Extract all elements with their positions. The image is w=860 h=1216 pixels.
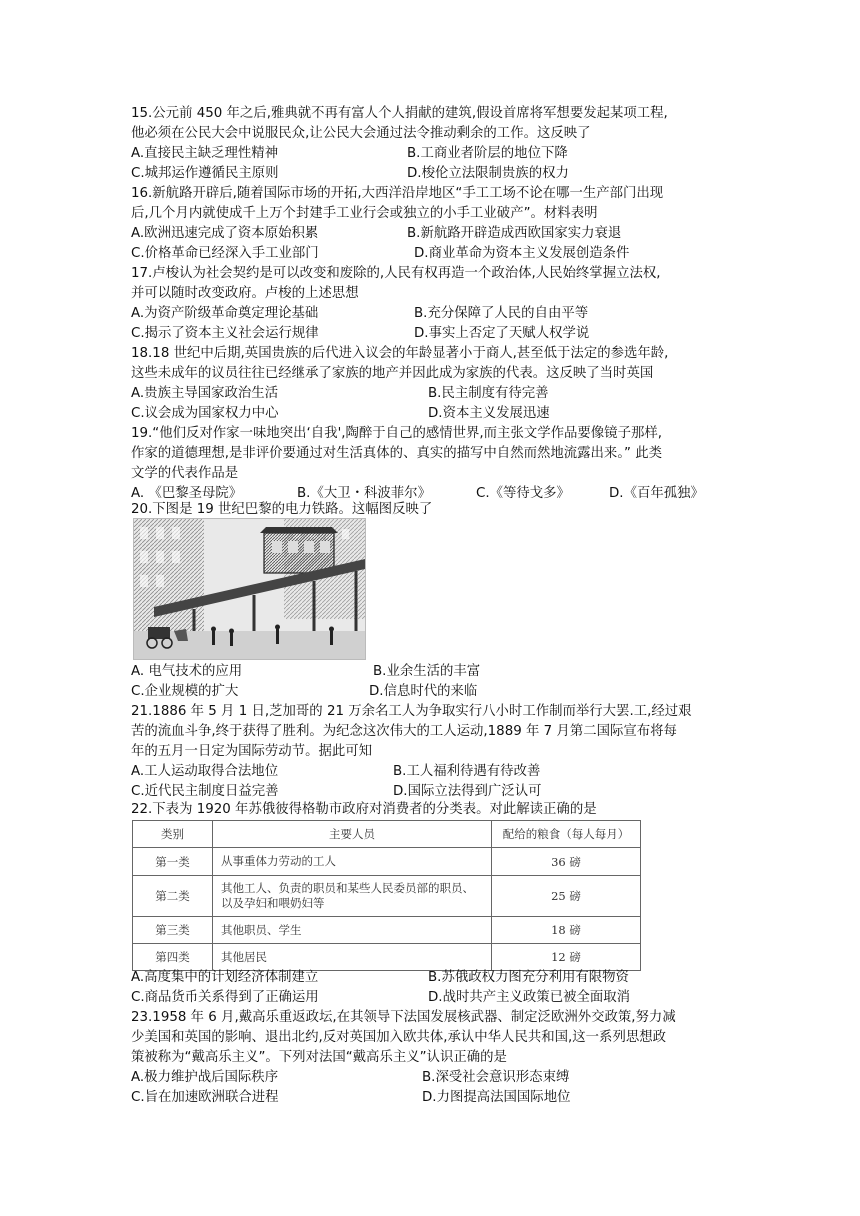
q17-option-a: A.为资产阶级革命奠定理论基础 xyxy=(131,306,319,321)
q21-option-d: D.国际立法得到广泛认可 xyxy=(393,784,542,799)
q22-stem: 22.下表为 1920 年苏俄彼得格勒市政府对消费者的分类表。对此解读正确的是 xyxy=(131,802,597,817)
q17-option-c: C.揭示了资本主义社会运行规律 xyxy=(131,326,319,341)
table-row xyxy=(133,848,641,876)
q21-stem-line-3: 年的五月一日定为国际劳动节。据此可知 xyxy=(131,744,373,759)
q21-stem-line-1: 21.1886 年 5 月 1 日,芝加哥的 21 万余名工人为争取实行八小时工作制而举行大罢.工,经过艰 xyxy=(131,704,692,719)
paris-electric-railway-illustration xyxy=(133,518,366,660)
q19-option-d: D.《百年孤独》 xyxy=(609,486,704,501)
table-cell: 从事重体力劳动的工人 xyxy=(213,848,492,876)
table-row xyxy=(133,876,641,917)
q21-option-b: B.工人福利待遇有待改善 xyxy=(393,764,541,779)
q18-stem-line-2: 这些未成年的议员往往已经继承了家族的地产并因此成为家族的代表。这反映了当时英国 xyxy=(131,366,654,381)
q19-option-b: B.《大卫・科波菲尔》 xyxy=(297,486,431,501)
table-cell: 其他工人、负责的职员和某些人民委员部的职员、以及孕妇和喂奶妇等 xyxy=(213,876,492,917)
q23-option-d: D.力图提高法国国际地位 xyxy=(422,1090,571,1105)
consumer-classification-table xyxy=(132,820,641,971)
table-cell: 12 磅 xyxy=(492,944,641,971)
q18-option-c: C.议会成为国家权力中心 xyxy=(131,406,279,421)
q19-stem-line-3: 文学的代表作品是 xyxy=(131,466,239,481)
q16-option-a: A.欧洲迅速完成了资本原始积累 xyxy=(131,226,319,241)
q18-option-b: B.民主制度有待完善 xyxy=(428,386,549,401)
table-cell: 其他居民 xyxy=(213,944,492,971)
q23-option-b: B.深受社会意识形态束缚 xyxy=(422,1070,570,1085)
q23-stem-line-1: 23.1958 年 6 月,戴高乐重返政坛,在其领导下法国发展核武器、制定泛欧洲外交政策,努力减 xyxy=(131,1010,676,1025)
table-header-row xyxy=(133,821,641,848)
table-row xyxy=(133,917,641,944)
table-header-ration: 配给的粮食（每人每月） xyxy=(492,821,641,848)
q20-option-a: A. 电气技术的应用 xyxy=(131,664,243,679)
table-cell: 第三类 xyxy=(133,917,213,944)
q21-option-c: C.近代民主制度日益完善 xyxy=(131,784,279,799)
table-header-personnel: 主要人员 xyxy=(213,821,492,848)
q17-option-b: B.充分保障了人民的自由平等 xyxy=(414,306,589,321)
q15-option-d: D.梭伦立法限制贵族的权力 xyxy=(407,166,569,181)
table-cell: 25 磅 xyxy=(492,876,641,917)
q15-option-c: C.城邦运作遵循民主原则 xyxy=(131,166,279,181)
q16-stem-line-2: 后,几个月内就使成千上万个封建手工业行会或独立的小手工业破产”。材料表明 xyxy=(131,206,598,221)
q19-option-a: A. 《巴黎圣母院》 xyxy=(131,486,243,501)
q21-stem-line-2: 苦的流血斗争,终于获得了胜利。为纪念这次伟大的工人运动,1889 年 7 月第二国际宣布将每 xyxy=(131,724,677,739)
q16-stem-line-1: 16.新航路开辟后,随着国际市场的开拓,大西洋沿岸地区“手工工场不论在哪一生产部门出现 xyxy=(131,186,664,201)
q22-option-c: C.商品货币关系得到了正确运用 xyxy=(131,990,319,1005)
engraving-image xyxy=(134,519,365,659)
q15-stem-line-2: 他必须在公民大会中说服民众,让公民大会通过法令推动剩余的工作。这反映了 xyxy=(131,126,591,141)
q22-option-d: D.战时共产主义政策已被全面取消 xyxy=(428,990,631,1005)
table-cell: 第四类 xyxy=(133,944,213,971)
q20-option-c: C.企业规模的扩大 xyxy=(131,684,239,699)
q21-option-a: A.工人运动取得合法地位 xyxy=(131,764,279,779)
q20-stem: 20.下图是 19 世纪巴黎的电力铁路。这幅图反映了 xyxy=(131,502,433,517)
table-cell: 36 磅 xyxy=(492,848,641,876)
q23-option-c: C.旨在加速欧洲联合进程 xyxy=(131,1090,279,1105)
q17-stem-line-1: 17.卢梭认为社会契约是可以改变和废除的,人民有权再造一个政治体,人民始终掌握立法权, xyxy=(131,266,661,281)
q16-option-d: D.商业革命为资本主义发展创造条件 xyxy=(414,246,630,261)
q20-option-d: D.信息时代的来临 xyxy=(369,684,478,699)
q19-option-c: C.《等待戈多》 xyxy=(476,486,570,501)
q19-stem-line-2: 作家的道德理想,是非评价要通过对生活真体的、真实的描写中自然而然地流露出来。” 此类 xyxy=(131,446,662,461)
table-cell: 第一类 xyxy=(133,848,213,876)
q23-stem-line-2: 少美国和英国的影响、退出北约,反对英国加入欧共体,承认中华人民共和国,这一系列思想政 xyxy=(131,1030,667,1045)
table-cell: 18 磅 xyxy=(492,917,641,944)
q22-option-a: A.高度集中的计划经济体制建立 xyxy=(131,970,319,985)
q15-option-b: B.工商业者阶层的地位下降 xyxy=(407,146,568,161)
table-cell: 第二类 xyxy=(133,876,213,917)
q22-option-b: B.苏俄政权力图充分利用有限物资 xyxy=(428,970,629,985)
table-cell: 其他职员、学生 xyxy=(213,917,492,944)
q16-option-c: C.价格革命已经深入手工业部门 xyxy=(131,246,319,261)
q19-stem-line-1: 19.“他们反对作家一味地突出‘自我',陶醉于自己的感情世界,而主张文学作品要像镜子那样, xyxy=(131,426,662,441)
table-header-category: 类别 xyxy=(133,821,213,848)
q17-stem-line-2: 并可以随时改变政府。卢梭的上述思想 xyxy=(131,286,359,301)
q20-option-b: B.业余生活的丰富 xyxy=(373,664,481,679)
q18-option-d: D.资本主义发展迅速 xyxy=(428,406,550,421)
q23-stem-line-3: 策被称为“戴高乐主义”。下列对法国“戴高乐主义”认识正确的是 xyxy=(131,1050,507,1065)
q18-stem-line-1: 18.18 世纪中后期,英国贵族的后代进入议会的年龄显著小于商人,甚至低于法定的参选年龄, xyxy=(131,346,669,361)
q16-option-b: B.新航路开辟造成西欧国家实力衰退 xyxy=(407,226,622,241)
q15-stem-line-1: 15.公元前 450 年之后,雅典就不再有富人个人捐献的建筑,假设首席将军想要发起某项工程, xyxy=(131,106,668,121)
q23-option-a: A.极力维护战后国际秩序 xyxy=(131,1070,279,1085)
q18-option-a: A.贵族主导国家政治生活 xyxy=(131,386,279,401)
table-row xyxy=(133,944,641,971)
q17-option-d: D.事实上否定了天赋人权学说 xyxy=(414,326,590,341)
q15-option-a: A.直接民主缺乏理性精神 xyxy=(131,146,279,161)
